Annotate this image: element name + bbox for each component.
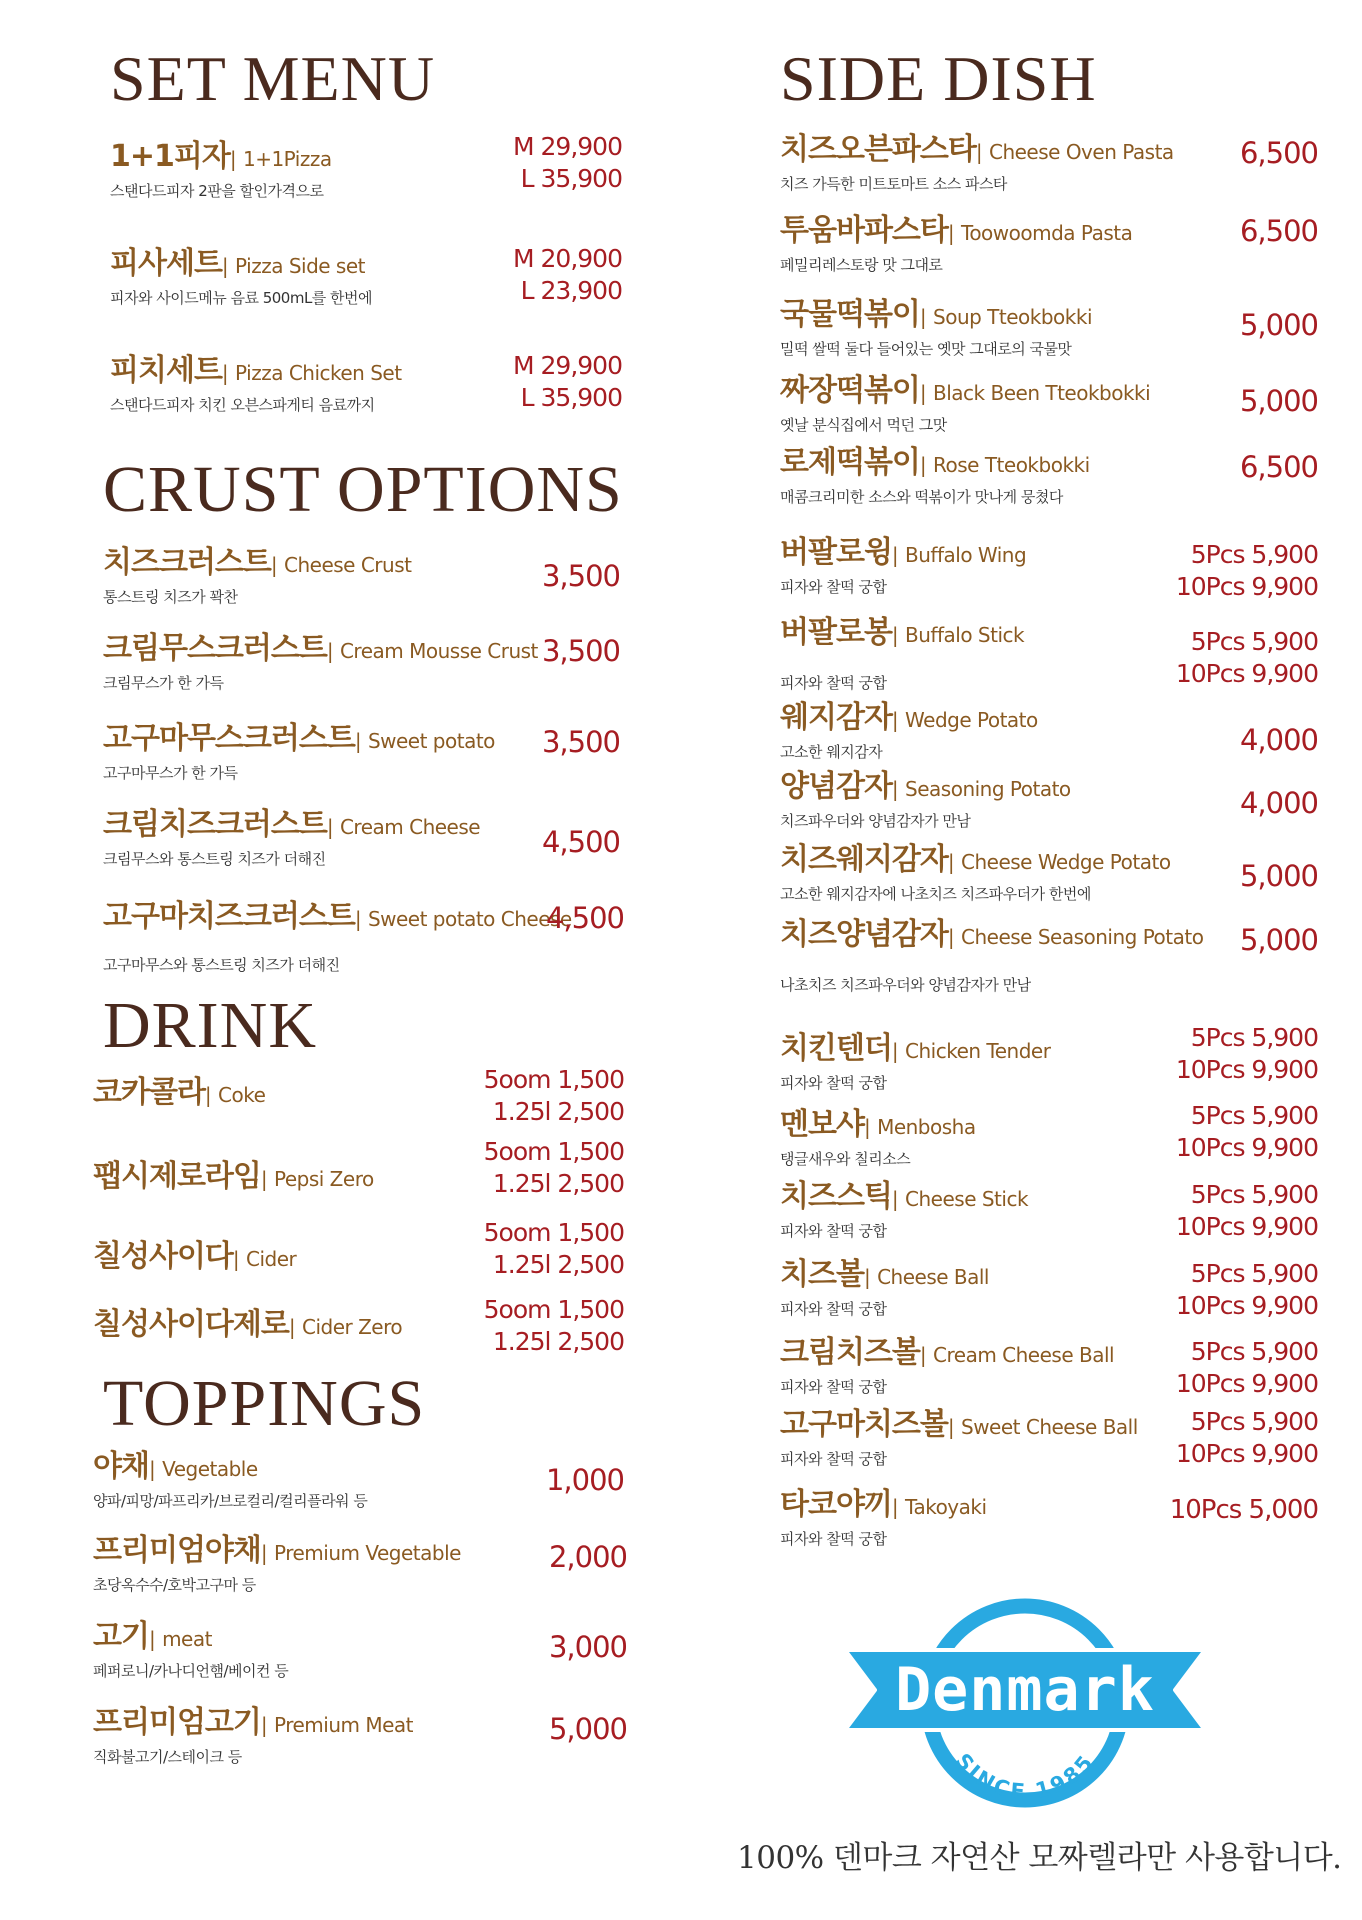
item-price: 5,000: [1239, 923, 1318, 957]
item-price: 4,500: [545, 901, 624, 935]
menu-item: 치즈오븐파스타| Cheese Oven Pasta 치즈 가득한 미트토마트 소스 파스타: [780, 132, 1174, 193]
menu-item: 로제떡볶이| Rose Tteokbokki 매콤크리미한 소스와 떡볶이가 맛나게 뭉쳤다: [780, 445, 1090, 506]
item-price: 5Pcs 5,900 10Pcs 9,900: [1175, 1407, 1318, 1468]
item-name-ko: 짜장떡볶이: [780, 373, 920, 408]
item-name-en: Cheese Stick: [905, 1187, 1029, 1211]
item-name-en: Cider Zero: [301, 1315, 403, 1339]
menu-item: 타코야끼| Takoyaki 피자와 찰떡 궁합: [780, 1487, 987, 1548]
item-name-ko: 크림무스크러스트: [103, 631, 327, 666]
menu-item: 버팔로봉| Buffalo Stick 피자와 찰떡 궁합: [780, 615, 1025, 692]
item-name-ko: 고구마무스크러스트: [103, 721, 355, 756]
item-name-ko: 크림치즈크러스트: [103, 807, 327, 842]
menu-item: 고구마치즈크러스트| Sweet potato Cheese 고구마무스와 통스트링 치즈가 더해진: [103, 899, 572, 974]
menu-item: 치즈크러스트| Cheese Crust 통스트링 치즈가 꽉찬: [103, 545, 412, 606]
item-name-en: Sweet Cheese Ball: [961, 1415, 1138, 1439]
item-price: 5oom 1,500 1.25l 2,500: [483, 1065, 624, 1126]
item-price: 5oom 1,500 1.25l 2,500: [483, 1218, 624, 1279]
item-description: 피자와 찰떡 궁합: [780, 1300, 887, 1318]
item-name-ko: 치즈스틱: [780, 1179, 892, 1214]
item-name-ko: 치즈볼: [780, 1257, 864, 1292]
set-menu-title: SET MENU: [110, 43, 436, 114]
item-name-ko: 코카콜라: [93, 1075, 205, 1110]
item-description: 직화불고기/스테이크 등: [93, 1748, 242, 1766]
item-name-ko: 1+1피자: [110, 139, 230, 174]
menu-item: 칠성사이다| Cider: [93, 1239, 297, 1274]
menu-item: 치즈웨지감자| Cheese Wedge Potato 고소한 웨지감자에 나초치즈 치즈파우더가 한번에: [780, 842, 1171, 903]
item-name-ko: 칠성사이다제로: [93, 1307, 289, 1342]
item-description: 피자와 찰떡 궁합: [780, 578, 887, 596]
item-price: 4,000: [1239, 723, 1318, 757]
menu-item: 투움바파스타| Toowoomda Pasta 페밀리레스토랑 맛 그대로: [780, 213, 1133, 274]
item-description: 스탠다드피자 치킨 오븐스파게티 음료까지: [110, 396, 375, 414]
menu-item: 피사세트| Pizza Side set 피자와 사이드메뉴 음료 500mL를 한번에: [110, 246, 373, 307]
item-name-en: Cream Mousse Crust: [339, 639, 538, 663]
item-name-en: Cheese Crust: [284, 553, 412, 577]
item-name-en: Sweet potato Cheese: [367, 907, 572, 931]
item-name-en: Takoyaki: [905, 1495, 987, 1519]
item-name-en: Coke: [218, 1083, 266, 1107]
menu-item: 버팔로윙| Buffalo Wing 피자와 찰떡 궁합: [780, 535, 1027, 596]
item-description: 매콤크리미한 소스와 떡볶이가 맛나게 뭉쳤다: [780, 488, 1063, 506]
menu-item: 국물떡볶이| Soup Tteokbokki 밀떡 쌀떡 둘다 들어있는 옛맛 그대로의 국물맛: [780, 297, 1093, 358]
menu-item: 칠성사이다제로| Cider Zero: [93, 1307, 403, 1342]
item-name-en: Cheese Ball: [877, 1265, 989, 1289]
item-price: 5,000: [548, 1712, 627, 1746]
menu-item: 팹시제로라임| Pepsi Zero: [93, 1159, 374, 1194]
item-description: 피자와 찰떡 궁합: [780, 1074, 887, 1092]
item-price: 6,500: [1239, 214, 1318, 248]
item-price: 2,000: [548, 1540, 627, 1574]
item-name-en: Chicken Tender: [905, 1039, 1051, 1063]
menu-item: 크림치즈볼| Cream Cheese Ball 피자와 찰떡 궁합: [780, 1335, 1115, 1396]
menu-item: 코카콜라| Coke: [93, 1075, 266, 1110]
item-price: 5,000: [1239, 859, 1318, 893]
toppings-title: TOPPINGS: [103, 1367, 426, 1440]
item-description: 고구마무스와 통스트링 치즈가 더해진: [103, 956, 340, 974]
logo-brand-text: Denmark: [895, 1655, 1155, 1725]
logo-since-text: SINCE 1985: [950, 1748, 1100, 1804]
item-name-ko: 로제떡볶이: [780, 445, 920, 480]
item-description: 초당옥수수/호박고구마 등: [93, 1576, 256, 1594]
menu-item: 멘보샤| Menbosha 탱글새우와 칠리소스: [780, 1107, 976, 1168]
item-name-en: Pizza Side set: [235, 254, 365, 278]
item-name-ko: 치킨텐더: [780, 1031, 892, 1066]
menu-item: 프리미엄고기| Premium Meat 직화불고기/스테이크 등: [93, 1705, 414, 1766]
item-price: 5,000: [1239, 384, 1318, 418]
item-description: 페밀리레스토랑 맛 그대로: [780, 256, 943, 274]
item-price: 4,000: [1239, 786, 1318, 820]
item-description: 크림무스와 통스트링 치즈가 더해진: [103, 850, 326, 868]
item-name-en: Cream Cheese: [339, 815, 481, 839]
item-description: 페퍼로니/카나디언햄/베이컨 등: [93, 1662, 289, 1680]
menu-item: 크림무스크러스트| Cream Mousse Crust 크림무스가 한 가득: [103, 631, 538, 692]
item-name-en: Vegetable: [162, 1457, 258, 1481]
item-price: 3,000: [548, 1630, 627, 1664]
item-name-ko: 고구마치즈볼: [780, 1407, 948, 1442]
menu-item: 치즈볼| Cheese Ball 피자와 찰떡 궁합: [780, 1257, 989, 1318]
item-name-en: Cheese Seasoning Potato: [961, 925, 1204, 949]
item-description: 피자와 찰떡 궁합: [780, 1222, 887, 1240]
menu-item: 짜장떡볶이| Black Been Tteokbokki 옛날 분식집에서 먹던 그맛: [780, 373, 1151, 434]
item-name-ko: 치즈웨지감자: [780, 842, 948, 877]
item-name-en: 1+1Pizza: [242, 147, 332, 171]
item-name-ko: 투움바파스타: [780, 213, 948, 248]
item-name-ko: 타코야끼: [780, 1487, 892, 1522]
item-name-en: Pepsi Zero: [274, 1167, 374, 1191]
item-name-en: Cream Cheese Ball: [933, 1343, 1115, 1367]
item-name-en: meat: [162, 1627, 212, 1651]
item-price: M 20,900 L 23,900: [513, 244, 622, 305]
menu-item: 크림치즈크러스트| Cream Cheese 크림무스와 통스트링 치즈가 더해진: [103, 807, 481, 868]
item-description: 피자와 사이드메뉴 음료 500mL를 한번에: [110, 289, 373, 307]
item-price: 6,500: [1239, 136, 1318, 170]
item-name-en: Toowoomda Pasta: [961, 221, 1133, 245]
item-price: 5Pcs 5,900 10Pcs 9,900: [1175, 1337, 1318, 1398]
item-name-en: Premium Vegetable: [274, 1541, 461, 1565]
menu-item: 치킨텐더| Chicken Tender 피자와 찰떡 궁합: [780, 1031, 1051, 1092]
item-description: 치즈 가득한 미트토마트 소스 파스타: [780, 175, 1007, 193]
item-name-en: Wedge Potato: [905, 708, 1038, 732]
item-price: 5Pcs 5,900 10Pcs 9,900: [1175, 1259, 1318, 1320]
item-name-ko: 크림치즈볼: [780, 1335, 920, 1370]
item-name-en: Menbosha: [877, 1115, 976, 1139]
item-name-en: Seasoning Potato: [905, 777, 1071, 801]
item-price: 1,000: [545, 1463, 624, 1497]
item-name-en: Cider: [246, 1247, 297, 1271]
item-price: 5Pcs 5,900 10Pcs 9,900: [1175, 1101, 1318, 1162]
item-price: 3,500: [541, 634, 620, 668]
item-name-ko: 칠성사이다: [93, 1239, 233, 1274]
menu-item: 고기| meat 페퍼로니/카나디언햄/베이컨 등: [93, 1619, 289, 1680]
item-name-ko: 버팔로윙: [780, 535, 892, 570]
item-price: M 29,900 L 35,900: [513, 132, 622, 193]
item-description: 밀떡 쌀떡 둘다 들어있는 옛맛 그대로의 국물맛: [780, 340, 1072, 358]
item-name-ko: 양념감자: [780, 769, 892, 804]
item-price: 3,500: [541, 725, 620, 759]
item-name-ko: 국물떡볶이: [780, 297, 920, 332]
item-name-ko: 치즈크러스트: [103, 545, 271, 580]
item-name-en: Cheese Oven Pasta: [988, 140, 1174, 164]
menu-item: 양념감자| Seasoning Potato 치즈파우더와 양념감자가 만남: [780, 769, 1071, 830]
item-name-en: Pizza Chicken Set: [235, 361, 402, 385]
item-description: 피자와 찰떡 궁합: [780, 674, 887, 692]
item-price: 10Pcs 5,000: [1169, 1495, 1318, 1525]
item-name-ko: 치즈양념감자: [780, 917, 948, 952]
item-description: 옛날 분식집에서 먹던 그맛: [780, 416, 947, 434]
menu-item: 고구마치즈볼| Sweet Cheese Ball 피자와 찰떡 궁합: [780, 1407, 1138, 1468]
item-price: 5,000: [1239, 308, 1318, 342]
item-description: 고소한 웨지감자에 나초치즈 치즈파우더가 한번에: [780, 885, 1091, 903]
item-price: 5Pcs 5,900 10Pcs 9,900: [1175, 1180, 1318, 1241]
item-price: 5oom 1,500 1.25l 2,500: [483, 1295, 624, 1356]
item-name-en: Black Been Tteokbokki: [933, 381, 1151, 405]
item-price: 5Pcs 5,900 10Pcs 9,900: [1175, 540, 1318, 601]
item-description: 탱글새우와 칠리소스: [780, 1150, 911, 1168]
item-name-ko: 고구마치즈크러스트: [103, 899, 355, 934]
item-name-ko: 프리미엄고기: [93, 1705, 261, 1740]
item-name-ko: 야채: [93, 1449, 149, 1484]
item-name-ko: 팹시제로라임: [93, 1159, 261, 1194]
item-description: 스탠다드피자 2판을 할인가격으로: [110, 182, 324, 200]
item-price: 6,500: [1239, 450, 1318, 484]
item-description: 치즈파우더와 양념감자가 만남: [780, 812, 971, 830]
item-name-ko: 피사세트: [110, 246, 222, 281]
item-price: 5oom 1,500 1.25l 2,500: [483, 1137, 624, 1198]
denmark-logo: [845, 1595, 1205, 1810]
menu-item: 프리미엄야채| Premium Vegetable 초당옥수수/호박고구마 등: [93, 1533, 461, 1594]
item-name-en: Buffalo Wing: [905, 543, 1027, 567]
footer-note: 100% 덴마크 자연산 모짜렐라만 사용합니다.: [737, 1840, 1342, 1876]
menu-item: 피치세트| Pizza Chicken Set 스탠다드피자 치킨 오븐스파게티 음료까지: [110, 353, 402, 414]
item-price: 5Pcs 5,900 10Pcs 9,900: [1175, 627, 1318, 688]
item-name-ko: 버팔로봉: [780, 615, 892, 650]
side-dish-title: SIDE DISH: [780, 43, 1097, 114]
item-name-en: Premium Meat: [274, 1713, 414, 1737]
item-description: 통스트링 치즈가 꽉찬: [103, 588, 238, 606]
item-description: 피자와 찰떡 궁합: [780, 1378, 887, 1396]
item-description: 피자와 찰떡 궁합: [780, 1530, 887, 1548]
menu-item: 고구마무스크러스트| Sweet potato 고구마무스가 한 가득: [103, 721, 495, 782]
item-description: 양파/피망/파프리카/브로컬리/컬리플라워 등: [93, 1492, 368, 1510]
crust-options-title: CRUST OPTIONS: [103, 453, 623, 526]
item-name-ko: 피치세트: [110, 353, 222, 388]
menu-item: 야채| Vegetable 양파/피망/파프리카/브로컬리/컬리플라워 등: [93, 1449, 368, 1510]
item-name-en: Sweet potato: [367, 729, 495, 753]
item-price: 4,500: [541, 825, 620, 859]
menu-item: 1+1피자| 1+1Pizza 스탠다드피자 2판을 할인가격으로: [110, 139, 332, 200]
item-price: M 29,900 L 35,900: [513, 351, 622, 412]
item-name-ko: 멘보샤: [780, 1107, 864, 1142]
item-price: 3,500: [541, 559, 620, 593]
drink-title: DRINK: [103, 989, 317, 1062]
item-description: 고소한 웨지감자: [780, 743, 883, 761]
item-name-en: Soup Tteokbokki: [933, 305, 1093, 329]
item-price: 5Pcs 5,900 10Pcs 9,900: [1175, 1023, 1318, 1084]
item-description: 고구마무스가 한 가득: [103, 764, 238, 782]
item-name-ko: 웨지감자: [780, 700, 892, 735]
menu-item: 치즈스틱| Cheese Stick 피자와 찰떡 궁합: [780, 1179, 1029, 1240]
item-name-ko: 치즈오븐파스타: [780, 132, 976, 167]
item-description: 크림무스가 한 가득: [103, 674, 224, 692]
item-name-ko: 고기: [93, 1619, 149, 1654]
menu-item: 치즈양념감자| Cheese Seasoning Potato 나초치즈 치즈파우더와 양념감자가 만남: [780, 917, 1204, 994]
item-name-en: Rose Tteokbokki: [933, 453, 1090, 477]
item-name-en: Buffalo Stick: [905, 623, 1025, 647]
menu-item: 웨지감자| Wedge Potato 고소한 웨지감자: [780, 700, 1038, 761]
item-name-en: Cheese Wedge Potato: [961, 850, 1171, 874]
item-name-ko: 프리미엄야채: [93, 1533, 261, 1568]
item-description: 피자와 찰떡 궁합: [780, 1450, 887, 1468]
item-description: 나초치즈 치즈파우더와 양념감자가 만남: [780, 976, 1031, 994]
